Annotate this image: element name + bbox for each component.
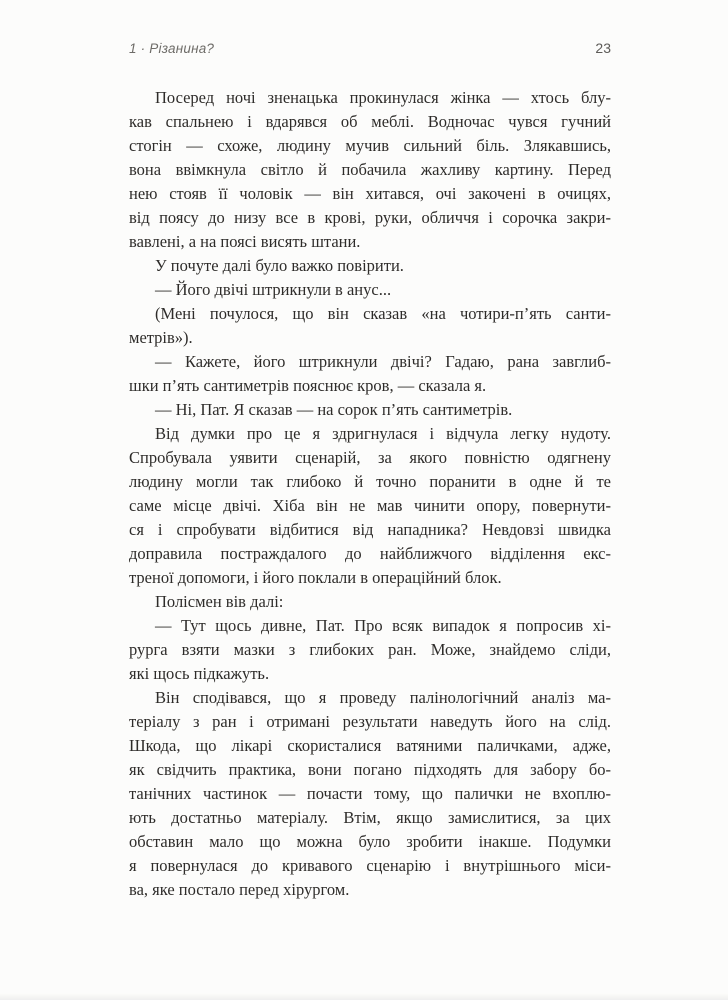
text-line: Посеред ночі зненацька прокинулася жінка — хтось блу- <box>155 88 611 107</box>
text-line: ють достатньо матеріалу. Втім, якщо замислитися, за цих <box>129 808 611 827</box>
text-line: рурга взяти мазки з глибоких ран. Може, знайдемо сліди, <box>129 640 611 659</box>
text-line: я повернулася до кривавого сценарію і внутрішнього міси- <box>129 856 611 875</box>
text-line: ся і спробувати відбитися від нападника? Невдовзі швидка <box>129 520 611 539</box>
running-header <box>129 40 611 56</box>
text-line: від поясу до низу все в крові, руки, обличчя і сорочка закри- <box>129 208 611 227</box>
text-line: — Ні, Пат. Я сказав — на сорок п’ять сантиметрів. <box>155 400 513 419</box>
text-line: Від думки про це я здригнулася і відчула легку нудоту. <box>155 424 611 443</box>
paragraph <box>129 614 611 686</box>
text-line: метрів»). <box>129 328 193 347</box>
text-line: саме місце двічі. Хіба він не мав чинити опору, повернути- <box>129 496 611 515</box>
text-line: людину могли так глибоко й точно поранити в одне й те <box>129 472 611 491</box>
text-line: треної допомоги, і його поклали в операційний блок. <box>129 568 502 587</box>
paragraph <box>129 350 611 398</box>
text-column <box>129 40 611 902</box>
text-line: як свідчить практика, вони погано підходять для забору бо- <box>129 760 611 779</box>
text-line: які щось підкажуть. <box>129 664 270 683</box>
text-line: У почуте далі було важко повірити. <box>155 256 404 275</box>
chapter-running-head: 1 · Різанина? <box>129 41 215 56</box>
text-line: (Мені почулося, що він сказав «на чотири-п’ять санти- <box>155 304 611 323</box>
text-line: — Кажете, його штрикнули двічі? Гадаю, рана завглиб- <box>155 352 611 371</box>
text-line: обставин мало що можна було зробити інакше. Подумки <box>129 832 611 851</box>
text-line: доправила постраждалого до найближчого відділення екс- <box>129 544 611 563</box>
body-text <box>129 86 611 902</box>
text-line: вона ввімкнула світло й побачила жахливу картину. Перед <box>129 160 611 179</box>
text-line: — Його двічі штрикнули в анус... <box>155 280 392 299</box>
text-line: Спробувала уявити сценарій, за якого повністю одягнену <box>129 448 611 467</box>
paragraph <box>129 278 611 302</box>
paragraph <box>129 302 611 350</box>
text-line: Він сподівався, що я проведу палінологічний аналіз ма- <box>155 688 611 707</box>
text-line: шки п’ять сантиметрів пояснює кров, — сказала я. <box>129 376 487 395</box>
text-line: танічних частинок — почасти тому, що палички не вхоплю- <box>129 784 611 803</box>
paragraph <box>129 686 611 902</box>
paragraph <box>129 398 611 422</box>
paragraph <box>129 254 611 278</box>
text-line: Полісмен вів далі: <box>155 592 284 611</box>
text-line: вавлені, а на поясі висять штани. <box>129 232 361 251</box>
text-line: — Тут щось дивне, Пат. Про всяк випадок я попросив хі- <box>155 616 611 635</box>
text-line: стогін — схоже, людину мучив сильний біль. Злякавшись, <box>129 136 611 155</box>
paragraph <box>129 422 611 590</box>
text-line: кав спальнею і вдарявся об меблі. Водночас чувся гучний <box>129 112 611 131</box>
text-line: теріалу з ран і отримані результати наведуть його на слід. <box>129 712 611 731</box>
paragraph <box>129 590 611 614</box>
paragraph <box>129 86 611 254</box>
page-number: 23 <box>595 40 611 56</box>
text-line: Шкода, що лікарі скористалися ватяними паличками, адже, <box>129 736 611 755</box>
text-line: нею стояв її чоловік — він хитався, очі закочені в очицях, <box>129 184 611 203</box>
text-line: ва, яке постало перед хірургом. <box>129 880 350 899</box>
